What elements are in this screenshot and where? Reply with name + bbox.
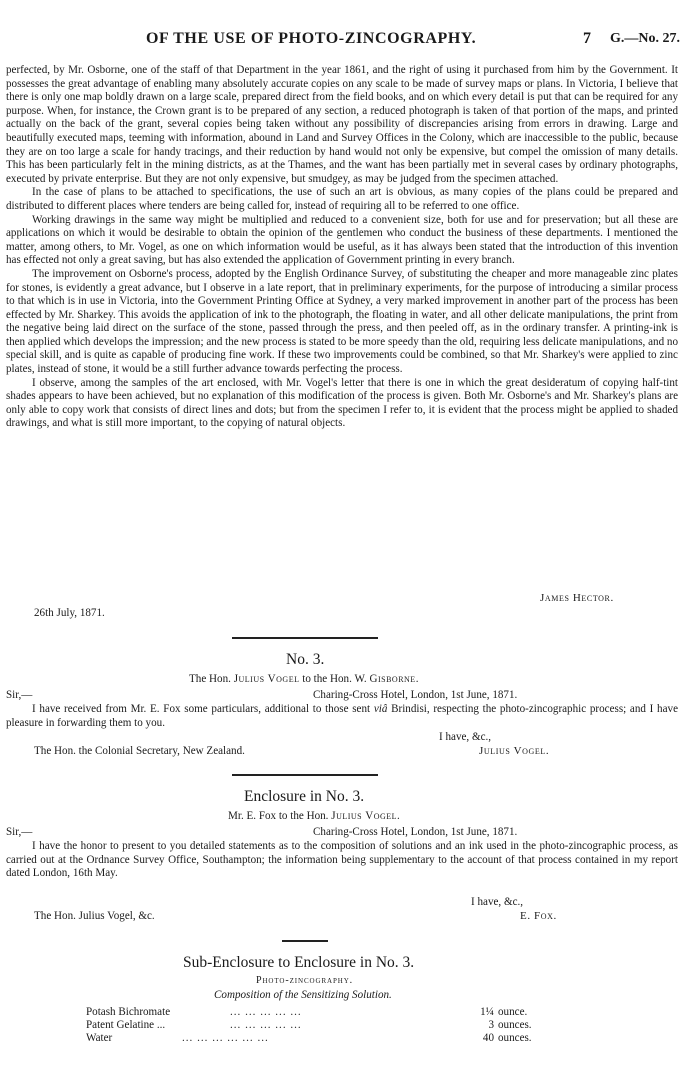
ingredient-name: Patent Gelatine ... [86,1019,166,1031]
letter-signature: E. Fox. [520,910,557,922]
table-row [86,1019,556,1033]
running-title: OF THE USE OF PHOTO-ZINCOGRAPHY. [146,30,477,47]
letter-body-text: Brindisi, respecting the photo-zincographic process; and I have pleasure in forwarding them to you. [6,703,679,729]
subheading-text: Mr. E. Fox to the Hon. [228,810,329,822]
enclosure-subheading [228,810,400,822]
enclosure-body: I have the honor to present to you detailed statements as to the composition of solutions and an ink used in the photo-zincographic process, as carried out at the Ordnance Survey Office, Southampton; the information being supplementary to the account of that process contained in my report dated London, 16th May. [6,840,678,880]
ingredient-unit: ounces. [498,1019,532,1031]
letter-signature: Julius Vogel. [479,745,550,757]
letter-address: Charing-Cross Hotel, London, 1st June, 1871. [313,689,518,701]
report-paragraph: I observe, among the samples of the art enclosed, with Mr. Vogel's letter that there is one in which the great desideratum of copying half-tint shades appears to have been achieved, but no explanation of this modification of the process is given. Both Mr. Osborne's and Mr. Sharkey's plans are only able to copy work that consists of direct lines and dots; but from the specimen I refer to, it is evident that the process might be applied to shaded drawings, and what is still more important, to the copying of natural objects. [6,376,678,430]
report-paragraph: perfected, by Mr. Osborne, one of the staff of that Department in the year 1861, and the right of using it purchased from him by the Government. It possesses the great advantage of enabling many absolutely accurate copies on any scale to be made of survey maps or plans. In Victoria, I believe that there is only one map boldly drawn on a large scale, prepared direct from the field books, and on which every detail is put that can be required for any purpose. When, for instance, the Crown grant is to be prepared of any section, a reduced photograph is taken of that portion of the maps, and printed actually on the back of the grant, several copies being taken without any possibility of discrepancies arising from errors in drawing. Large and beautifully executed maps, teeming with information, abound in Land and Survey Offices in the Colony, which are inaccessible to the public, because they are on too large a scale for handy tracings, and their reduction by hand would not only be expensive, but compel the omission of many details. This has been particularly felt in the mining districts, as at the Thames, and the want has been partially met in several cases by ordinary photographs, executed by private enterprise. But they are not only expensive, but smudgey, as may be judged from the specimen attached. [6,64,678,185]
short-divider [282,940,328,942]
salutation: Sir,— [6,826,33,838]
report-signature: James Hector. [540,592,614,604]
report-paragraph: In the case of plans to be attached to specifications, the use of such an art is obvious, as many copies of the plans could be prepared and distributed to different places where tenders are being called for, instead of requiring all to be referred to one office. [6,186,678,212]
ingredient-quantity: 40 [482,1032,494,1044]
page-number: 7 [583,30,591,47]
ingredient-quantity: 3 [488,1019,494,1031]
section-divider [232,637,378,639]
sender-name: Julius Vogel [233,673,300,685]
paper-reference: G.—No. 27. [610,31,680,46]
leader-dots: ... ... ... ... ... ... [182,1032,269,1044]
report-body [6,64,678,431]
letter-subheading [189,673,419,685]
letter-closing: I have, &c., [439,731,492,743]
report-paragraph: Working drawings in the same way might be multiplied and reduced to a convenient size, both for use and for preservation; but all these are applications on which it would be desirable to obtain the opinion of the gentlemen who conduct the business of these departments. I mentioned the matter, among others, to Mr. Vogel, as one on which information would be useful, as it has always been stated that the introduction of this invention has effected not only a great saving, but has also extended the application of Government printing in every branch. [6,213,678,267]
report-date: 26th July, 1871. [34,607,105,619]
subheading-text: to the Hon. W. [302,673,367,685]
ingredient-name: Potash Bichromate [86,1006,171,1018]
letter-body-text: I have received from Mr. E. Fox some particulars, additional to those sent [32,703,371,715]
letter-recipient: The Hon. Julius Vogel, &c. [34,910,155,922]
letter-heading: No. 3. [286,651,325,668]
letter-closing: I have, &c., [471,896,524,908]
table-row [86,1006,556,1020]
table-row [86,1032,556,1046]
letter-recipient: The Hon. the Colonial Secretary, New Zealand. [34,745,245,757]
sub-enclosure-subheading: Photo-zincography. [256,975,354,986]
salutation: Sir,— [6,689,33,701]
sub-enclosure-heading: Sub-Enclosure to Enclosure in No. 3. [183,954,415,971]
ingredient-quantity: 1¼ [480,1006,494,1018]
recipient-name: Gisborne. [369,673,419,685]
letter-body-via: viâ [373,703,388,715]
table-caption: Composition of the Sensitizing Solution. [214,989,392,1001]
enclosure-heading: Enclosure in No. 3. [244,788,365,805]
running-header [0,30,700,56]
report-paragraph: The improvement on Osborne's process, adopted by the English Ordinance Survey, of substituting the cheaper and more manageable zinc plates for stones, is evidently a great advance, but I observe in a late report, that in preliminary experiments, for the purpose of introducing a similar process to that which is in use in Victoria, into the Government Printing Office at Sydney, a very marked improvement in another part of the process has been effected by Mr. Sharkey. This avoids the application of ink to the photograph, the floating in water, and all other delicate manipulations, the print from the negative being laid direct on the surface of the stone, passed through the press, and then peeled off, as in the ordinary transfer. A printing-ink is then applied which develops the impression; and the new process is stated to be more speedy than the old, requiring less delicate manipulations, and no special skill, and is quite as capable of producing fine work. If these two improvements could be combined, so that Mr. Sharkey's were applied to zinc plates, instead of stone, it would be a still further advance towards perfecting the process. [6,267,678,376]
leader-dots: ... ... ... ... ... [230,1019,302,1031]
recipient-name: Julius Vogel. [331,810,401,822]
subheading-text: The Hon. [189,673,231,685]
section-divider [232,774,378,776]
letter-address: Charing-Cross Hotel, London, 1st June, 1871. [313,826,518,838]
letter-body [6,703,678,730]
ingredient-unit: ounce. [498,1006,528,1018]
ingredient-name: Water [86,1032,113,1044]
leader-dots: ... ... ... ... ... [230,1006,302,1018]
ingredient-unit: ounces. [498,1032,532,1044]
